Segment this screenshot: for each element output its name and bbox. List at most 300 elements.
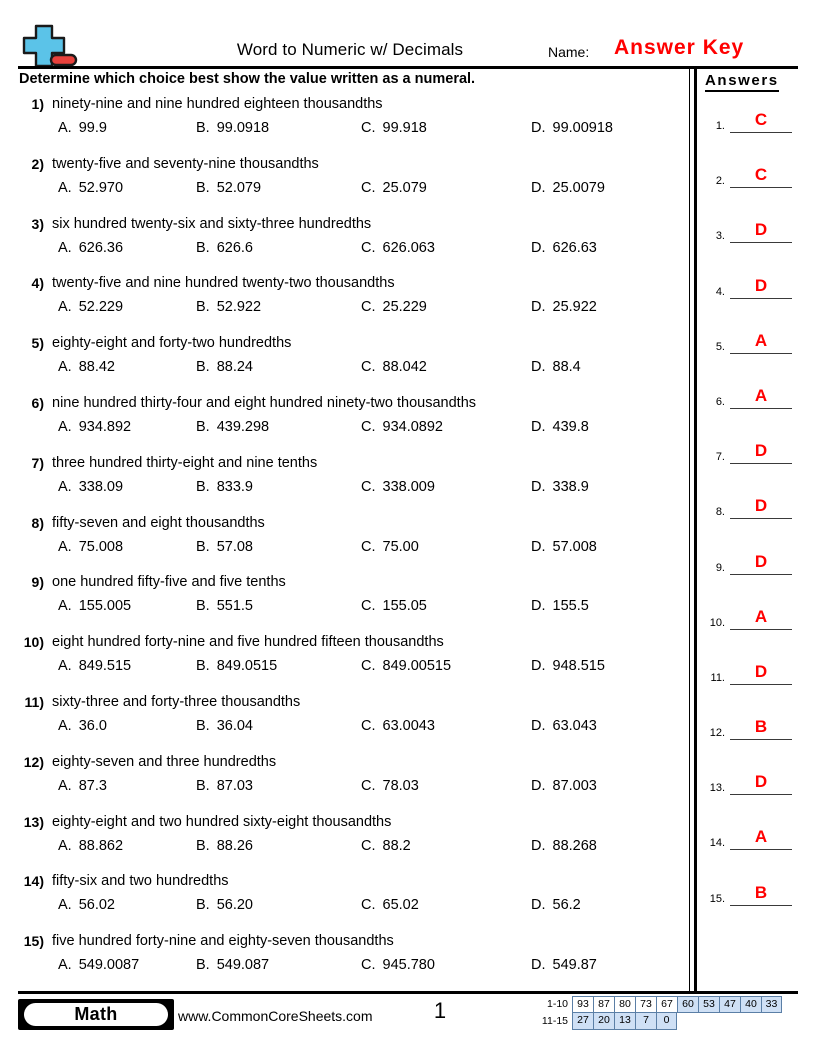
question-block bbox=[0, 634, 689, 694]
choice-letter: A. bbox=[58, 538, 72, 555]
choice-option[interactable] bbox=[531, 897, 581, 913]
choice-option[interactable] bbox=[196, 778, 253, 794]
choice-option[interactable] bbox=[196, 240, 253, 256]
answer-blank-line bbox=[730, 574, 792, 575]
choice-value: 88.4 bbox=[552, 359, 581, 376]
choice-value: 155.05 bbox=[382, 598, 427, 615]
choice-letter: D. bbox=[531, 777, 546, 794]
choice-option[interactable] bbox=[531, 120, 613, 136]
choice-row bbox=[0, 838, 689, 860]
answers-panel bbox=[697, 68, 816, 991]
choice-letter: B. bbox=[196, 120, 210, 136]
choice-letter: D. bbox=[531, 658, 546, 675]
choice-option[interactable] bbox=[58, 838, 123, 854]
choice-value: 88.42 bbox=[78, 359, 115, 376]
choice-row bbox=[0, 180, 689, 202]
question-block bbox=[0, 873, 689, 933]
choice-option[interactable] bbox=[58, 419, 131, 435]
choice-option[interactable] bbox=[361, 419, 443, 435]
choice-letter: B. bbox=[196, 598, 210, 615]
answer-index: 10. bbox=[709, 616, 725, 629]
question-block bbox=[0, 754, 689, 814]
choice-value: 549.0087 bbox=[78, 957, 140, 974]
answer-index: 5. bbox=[715, 340, 725, 353]
choice-row bbox=[0, 419, 689, 441]
choice-letter: D. bbox=[531, 717, 546, 734]
answer-blank-line bbox=[730, 739, 792, 740]
choice-option[interactable] bbox=[196, 299, 261, 315]
choice-row bbox=[0, 598, 689, 620]
choice-letter: C. bbox=[361, 598, 376, 615]
question-prompt: eighty-eight and two hundred sixty-eight thousandths bbox=[52, 813, 392, 830]
choice-option[interactable] bbox=[531, 658, 605, 674]
answer-index: 3. bbox=[715, 230, 725, 243]
choice-option[interactable] bbox=[58, 180, 123, 196]
answer-index: 9. bbox=[715, 561, 725, 574]
choice-letter: B. bbox=[196, 897, 210, 914]
choice-letter: C. bbox=[361, 957, 376, 974]
choice-row bbox=[0, 299, 689, 321]
choice-option[interactable] bbox=[58, 897, 115, 913]
choice-value: 439.8 bbox=[552, 418, 589, 435]
choice-option[interactable] bbox=[196, 957, 269, 973]
score-row bbox=[529, 996, 782, 1013]
question-number: 12) bbox=[23, 753, 44, 770]
choice-option[interactable] bbox=[196, 120, 269, 136]
choice-option[interactable] bbox=[58, 778, 107, 794]
answer-index: 13. bbox=[709, 782, 725, 795]
choice-letter: A. bbox=[58, 598, 72, 615]
question-prompt: nine hundred thirty-four and eight hundred ninety-two thousandths bbox=[52, 394, 477, 411]
choice-option[interactable] bbox=[58, 658, 131, 674]
choice-value: 52.229 bbox=[78, 299, 124, 316]
choice-option[interactable] bbox=[361, 957, 435, 973]
answer-value[interactable]: A bbox=[754, 385, 768, 405]
choice-letter: D. bbox=[531, 897, 546, 914]
choice-letter: D. bbox=[531, 598, 546, 615]
choice-value: 626.36 bbox=[78, 239, 124, 256]
answer-row bbox=[697, 212, 816, 267]
choice-option[interactable] bbox=[58, 479, 123, 495]
choice-letter: D. bbox=[531, 478, 546, 495]
answers-divider-thin bbox=[689, 68, 690, 991]
choice-letter: A. bbox=[58, 957, 72, 974]
subject-badge bbox=[18, 999, 174, 1030]
answer-blank-line bbox=[730, 849, 792, 850]
answer-row bbox=[697, 102, 816, 157]
choice-row bbox=[0, 658, 689, 680]
choice-option[interactable] bbox=[531, 419, 589, 435]
choice-row bbox=[0, 897, 689, 919]
choice-value: 25.079 bbox=[382, 179, 427, 196]
choice-value: 87.3 bbox=[78, 777, 107, 794]
choice-value: 75.008 bbox=[78, 538, 124, 555]
choice-value: 52.922 bbox=[216, 299, 262, 316]
choice-value: 626.063 bbox=[382, 239, 435, 256]
choice-value: 36.04 bbox=[216, 717, 253, 734]
choice-letter: D. bbox=[531, 359, 546, 376]
answer-index: 14. bbox=[709, 837, 725, 850]
choice-option[interactable] bbox=[531, 598, 589, 614]
choice-letter: A. bbox=[58, 179, 72, 196]
header-divider bbox=[18, 66, 798, 69]
answer-row bbox=[697, 268, 816, 323]
answer-blank-line bbox=[730, 408, 792, 409]
choice-value: 849.0515 bbox=[216, 658, 278, 675]
choice-letter: C. bbox=[361, 299, 376, 316]
answer-blank-line bbox=[730, 629, 792, 630]
choice-letter: C. bbox=[361, 538, 376, 555]
choice-value: 338.9 bbox=[552, 478, 589, 495]
question-number: 1) bbox=[31, 96, 44, 112]
choice-value: 57.08 bbox=[216, 538, 253, 555]
choice-option[interactable] bbox=[531, 180, 605, 196]
choice-letter: B. bbox=[196, 777, 210, 794]
choice-option[interactable] bbox=[361, 180, 427, 196]
answer-blank-line bbox=[730, 298, 792, 299]
question-number: 9) bbox=[31, 574, 44, 591]
choice-value: 99.918 bbox=[382, 120, 427, 136]
choice-value: 87.003 bbox=[552, 777, 597, 794]
choice-option[interactable] bbox=[361, 718, 435, 734]
choice-value: 87.03 bbox=[216, 777, 253, 794]
choice-value: 56.2 bbox=[552, 897, 581, 914]
choice-value: 56.20 bbox=[216, 897, 253, 914]
answer-index: 15. bbox=[709, 892, 725, 905]
choice-option[interactable] bbox=[531, 359, 581, 375]
choice-letter: A. bbox=[58, 299, 72, 316]
choice-value: 88.042 bbox=[382, 359, 427, 376]
answer-index: 11. bbox=[710, 671, 725, 684]
answer-row bbox=[697, 709, 816, 764]
choice-option[interactable] bbox=[58, 299, 123, 315]
choice-value: 439.298 bbox=[216, 418, 270, 435]
choice-option[interactable] bbox=[361, 299, 427, 315]
choice-value: 88.862 bbox=[78, 837, 124, 854]
question-prompt: five hundred forty-nine and eighty-seven thousandths bbox=[52, 933, 394, 950]
question-prompt: sixty-three and forty-three thousandths bbox=[52, 693, 301, 710]
choice-value: 25.0079 bbox=[552, 179, 605, 196]
answer-index: 12. bbox=[709, 727, 725, 740]
choice-letter: C. bbox=[361, 179, 376, 196]
choice-value: 63.043 bbox=[552, 717, 597, 734]
choice-value: 36.0 bbox=[78, 717, 107, 734]
question-number: 10) bbox=[23, 634, 44, 651]
choice-option[interactable] bbox=[196, 658, 277, 674]
choice-option[interactable] bbox=[361, 359, 427, 375]
choice-option[interactable] bbox=[361, 778, 419, 794]
choice-option[interactable] bbox=[361, 838, 411, 854]
question-prompt: eighty-seven and three hundredths bbox=[52, 753, 277, 770]
choice-option[interactable] bbox=[196, 838, 253, 854]
name-label: Name: bbox=[548, 44, 590, 60]
choice-row bbox=[0, 539, 689, 561]
choice-option[interactable] bbox=[58, 957, 139, 973]
answers-list bbox=[697, 102, 816, 930]
choice-letter: B. bbox=[196, 478, 210, 495]
score-cell: 80 bbox=[614, 996, 635, 1013]
question-number: 15) bbox=[23, 933, 44, 950]
choice-option[interactable] bbox=[531, 718, 597, 734]
answer-value[interactable]: C bbox=[754, 165, 768, 185]
answer-row bbox=[697, 433, 816, 488]
choice-option[interactable] bbox=[531, 539, 597, 555]
choice-option[interactable] bbox=[196, 718, 253, 734]
question-prompt: twenty-five and nine hundred twenty-two thousandths bbox=[52, 275, 395, 292]
choice-value: 88.2 bbox=[382, 837, 411, 854]
choice-option[interactable] bbox=[531, 957, 597, 973]
question-number: 4) bbox=[31, 275, 44, 292]
choice-option[interactable] bbox=[531, 838, 597, 854]
choice-letter: B. bbox=[196, 717, 210, 734]
answer-index: 8. bbox=[715, 506, 725, 519]
choice-letter: C. bbox=[361, 777, 376, 794]
answer-row bbox=[697, 654, 816, 709]
choice-value: 25.229 bbox=[382, 299, 427, 316]
answer-blank-line bbox=[730, 353, 792, 354]
choice-value: 551.5 bbox=[216, 598, 253, 615]
answer-blank-line bbox=[730, 132, 792, 133]
footer-divider bbox=[18, 991, 798, 994]
question-prompt: fifty-six and two hundredths bbox=[52, 873, 229, 890]
question-block bbox=[0, 694, 689, 754]
question-prompt: eighty-eight and forty-two hundredths bbox=[52, 335, 292, 352]
choice-option[interactable] bbox=[196, 539, 253, 555]
choice-option[interactable] bbox=[361, 120, 427, 136]
choice-row bbox=[0, 120, 689, 142]
answer-blank-line bbox=[730, 905, 792, 906]
choice-option[interactable] bbox=[196, 419, 269, 435]
choice-row bbox=[0, 957, 689, 979]
choice-option[interactable] bbox=[361, 240, 435, 256]
question-block bbox=[0, 96, 689, 156]
choice-option[interactable] bbox=[361, 897, 419, 913]
choice-letter: D. bbox=[531, 179, 546, 196]
score-cell: 7 bbox=[635, 1013, 656, 1030]
score-row bbox=[529, 1013, 782, 1030]
choice-letter: C. bbox=[361, 658, 376, 675]
choice-value: 626.6 bbox=[216, 239, 253, 256]
choice-value: 52.079 bbox=[216, 179, 262, 196]
choice-letter: A. bbox=[58, 120, 72, 136]
choice-row bbox=[0, 778, 689, 800]
choice-letter: A. bbox=[58, 777, 72, 794]
worksheet-header bbox=[0, 0, 816, 68]
answer-value[interactable]: D bbox=[754, 772, 768, 792]
choice-value: 63.0043 bbox=[382, 717, 435, 734]
answers-panel-title: Answers bbox=[705, 72, 779, 92]
choice-option[interactable] bbox=[531, 778, 597, 794]
question-block bbox=[0, 455, 689, 515]
choice-option[interactable] bbox=[196, 598, 253, 614]
answer-blank-line bbox=[730, 518, 792, 519]
answer-value[interactable]: C bbox=[754, 110, 768, 129]
choice-letter: D. bbox=[531, 120, 546, 136]
choice-value: 25.922 bbox=[552, 299, 597, 316]
choice-value: 88.26 bbox=[216, 837, 253, 854]
choice-row bbox=[0, 359, 689, 381]
score-cell: 53 bbox=[698, 996, 719, 1013]
answer-row bbox=[697, 378, 816, 433]
question-number: 14) bbox=[23, 873, 44, 890]
choice-letter: C. bbox=[361, 120, 376, 136]
choice-option[interactable] bbox=[361, 598, 427, 614]
choice-row bbox=[0, 240, 689, 262]
choice-value: 88.268 bbox=[552, 837, 597, 854]
score-cell: 73 bbox=[635, 996, 656, 1013]
score-cell: 13 bbox=[614, 1013, 635, 1030]
choice-letter: A. bbox=[58, 897, 72, 914]
question-block bbox=[0, 335, 689, 395]
question-prompt: eight hundred forty-nine and five hundred fifteen thousandths bbox=[52, 634, 444, 651]
question-block bbox=[0, 395, 689, 455]
question-number: 5) bbox=[31, 335, 44, 352]
answer-row bbox=[697, 488, 816, 543]
choice-option[interactable] bbox=[531, 479, 589, 495]
choice-option[interactable] bbox=[361, 539, 419, 555]
choice-letter: B. bbox=[196, 299, 210, 316]
answer-row bbox=[697, 819, 816, 874]
choice-letter: C. bbox=[361, 239, 376, 256]
choice-letter: B. bbox=[196, 359, 210, 376]
score-cell: 47 bbox=[719, 996, 740, 1013]
choice-letter: D. bbox=[531, 837, 546, 854]
choice-option[interactable] bbox=[196, 897, 253, 913]
choice-value: 52.970 bbox=[78, 179, 124, 196]
answer-blank-line bbox=[730, 242, 792, 243]
answer-value[interactable]: D bbox=[754, 275, 768, 295]
question-prompt: fifty-seven and eight thousandths bbox=[52, 514, 265, 531]
answer-value[interactable]: A bbox=[754, 330, 768, 350]
score-row-label: 11-15 bbox=[541, 1015, 568, 1027]
score-cell: 60 bbox=[677, 996, 698, 1013]
answer-row bbox=[697, 764, 816, 819]
answer-value[interactable]: D bbox=[754, 441, 768, 461]
choice-letter: D. bbox=[531, 957, 546, 974]
choice-letter: A. bbox=[58, 717, 72, 734]
answer-row bbox=[697, 157, 816, 212]
choice-value: 88.24 bbox=[216, 359, 253, 376]
choice-letter: A. bbox=[58, 418, 72, 435]
answer-index: 7. bbox=[715, 451, 725, 464]
choice-letter: A. bbox=[58, 239, 72, 256]
choice-option[interactable] bbox=[196, 359, 253, 375]
choice-value: 338.09 bbox=[78, 478, 124, 495]
site-url: www.CommonCoreSheets.com bbox=[178, 1008, 373, 1024]
answer-value[interactable]: A bbox=[754, 827, 768, 847]
score-cell: 0 bbox=[656, 1013, 677, 1030]
choice-letter: D. bbox=[531, 299, 546, 316]
choice-letter: C. bbox=[361, 418, 376, 435]
choice-letter: B. bbox=[196, 837, 210, 854]
choice-letter: A. bbox=[58, 837, 72, 854]
choice-option[interactable] bbox=[196, 479, 253, 495]
choice-value: 99.9 bbox=[78, 120, 107, 136]
page-number: 1 bbox=[433, 998, 447, 1023]
choice-option[interactable] bbox=[361, 479, 435, 495]
choice-value: 934.892 bbox=[78, 418, 132, 435]
score-cell: 40 bbox=[740, 996, 761, 1013]
answer-value[interactable]: B bbox=[754, 717, 768, 737]
question-block bbox=[0, 814, 689, 874]
choice-letter: B. bbox=[196, 658, 210, 675]
choice-option[interactable] bbox=[58, 598, 131, 614]
answer-value[interactable]: D bbox=[754, 551, 768, 571]
answer-index: 2. bbox=[715, 175, 725, 188]
choice-option[interactable] bbox=[196, 180, 261, 196]
choice-letter: B. bbox=[196, 418, 210, 435]
answer-row bbox=[697, 544, 816, 599]
answer-index: 4. bbox=[715, 285, 725, 298]
answer-value[interactable]: D bbox=[754, 661, 768, 681]
choice-value: 948.515 bbox=[552, 658, 605, 675]
choice-letter: A. bbox=[58, 359, 72, 376]
score-cell: 33 bbox=[761, 996, 782, 1013]
question-number: 6) bbox=[31, 394, 44, 411]
question-number: 11) bbox=[24, 693, 44, 710]
answer-index: 1. bbox=[715, 120, 725, 132]
score-cell: 87 bbox=[593, 996, 614, 1013]
choice-value: 155.5 bbox=[552, 598, 589, 615]
choice-value: 945.780 bbox=[382, 957, 435, 974]
choice-option[interactable] bbox=[58, 718, 107, 734]
plus-minus-logo-icon bbox=[18, 24, 80, 70]
choice-option[interactable] bbox=[531, 240, 597, 256]
choice-letter: D. bbox=[531, 239, 546, 256]
question-prompt: six hundred twenty-six and sixty-three hundredths bbox=[52, 215, 372, 232]
choice-value: 57.008 bbox=[552, 538, 597, 555]
choice-value: 849.00515 bbox=[382, 658, 452, 675]
choice-option[interactable] bbox=[531, 299, 597, 315]
instruction-text: Determine which choice best show the value written as a numeral. bbox=[19, 71, 476, 87]
choice-option[interactable] bbox=[58, 359, 115, 375]
question-block bbox=[0, 156, 689, 216]
answer-blank-line bbox=[730, 187, 792, 188]
choice-row bbox=[0, 479, 689, 501]
subject-badge-label: Math bbox=[24, 1003, 168, 1026]
choice-letter: C. bbox=[361, 837, 376, 854]
question-block bbox=[0, 515, 689, 575]
answer-row bbox=[697, 599, 816, 654]
question-number: 8) bbox=[31, 514, 44, 531]
choice-value: 849.515 bbox=[78, 658, 132, 675]
answer-value[interactable]: D bbox=[754, 496, 768, 516]
choice-value: 934.0892 bbox=[382, 418, 443, 435]
choice-value: 56.02 bbox=[78, 897, 115, 914]
choice-option[interactable] bbox=[361, 658, 451, 674]
question-prompt: three hundred thirty-eight and nine tenths bbox=[52, 454, 318, 471]
answer-blank-line bbox=[730, 684, 792, 685]
choice-letter: B. bbox=[196, 538, 210, 555]
score-cell: 67 bbox=[656, 996, 677, 1013]
choice-value: 549.087 bbox=[216, 957, 270, 974]
answer-value[interactable]: A bbox=[754, 606, 768, 626]
choice-letter: C. bbox=[361, 717, 376, 734]
choice-option[interactable] bbox=[58, 120, 107, 136]
answer-value[interactable]: D bbox=[754, 220, 768, 240]
choice-value: 99.0918 bbox=[216, 120, 270, 136]
score-row-label: 1-10 bbox=[546, 998, 568, 1010]
choice-letter: C. bbox=[361, 897, 376, 914]
choice-letter: A. bbox=[58, 658, 72, 675]
choice-option[interactable] bbox=[58, 539, 123, 555]
score-table bbox=[529, 996, 782, 1030]
question-prompt: ninety-nine and nine hundred eighteen thousandths bbox=[52, 96, 383, 112]
choice-option[interactable] bbox=[58, 240, 123, 256]
choice-value: 549.87 bbox=[552, 957, 597, 974]
choice-value: 99.00918 bbox=[552, 120, 613, 136]
answer-value[interactable]: B bbox=[754, 882, 768, 902]
